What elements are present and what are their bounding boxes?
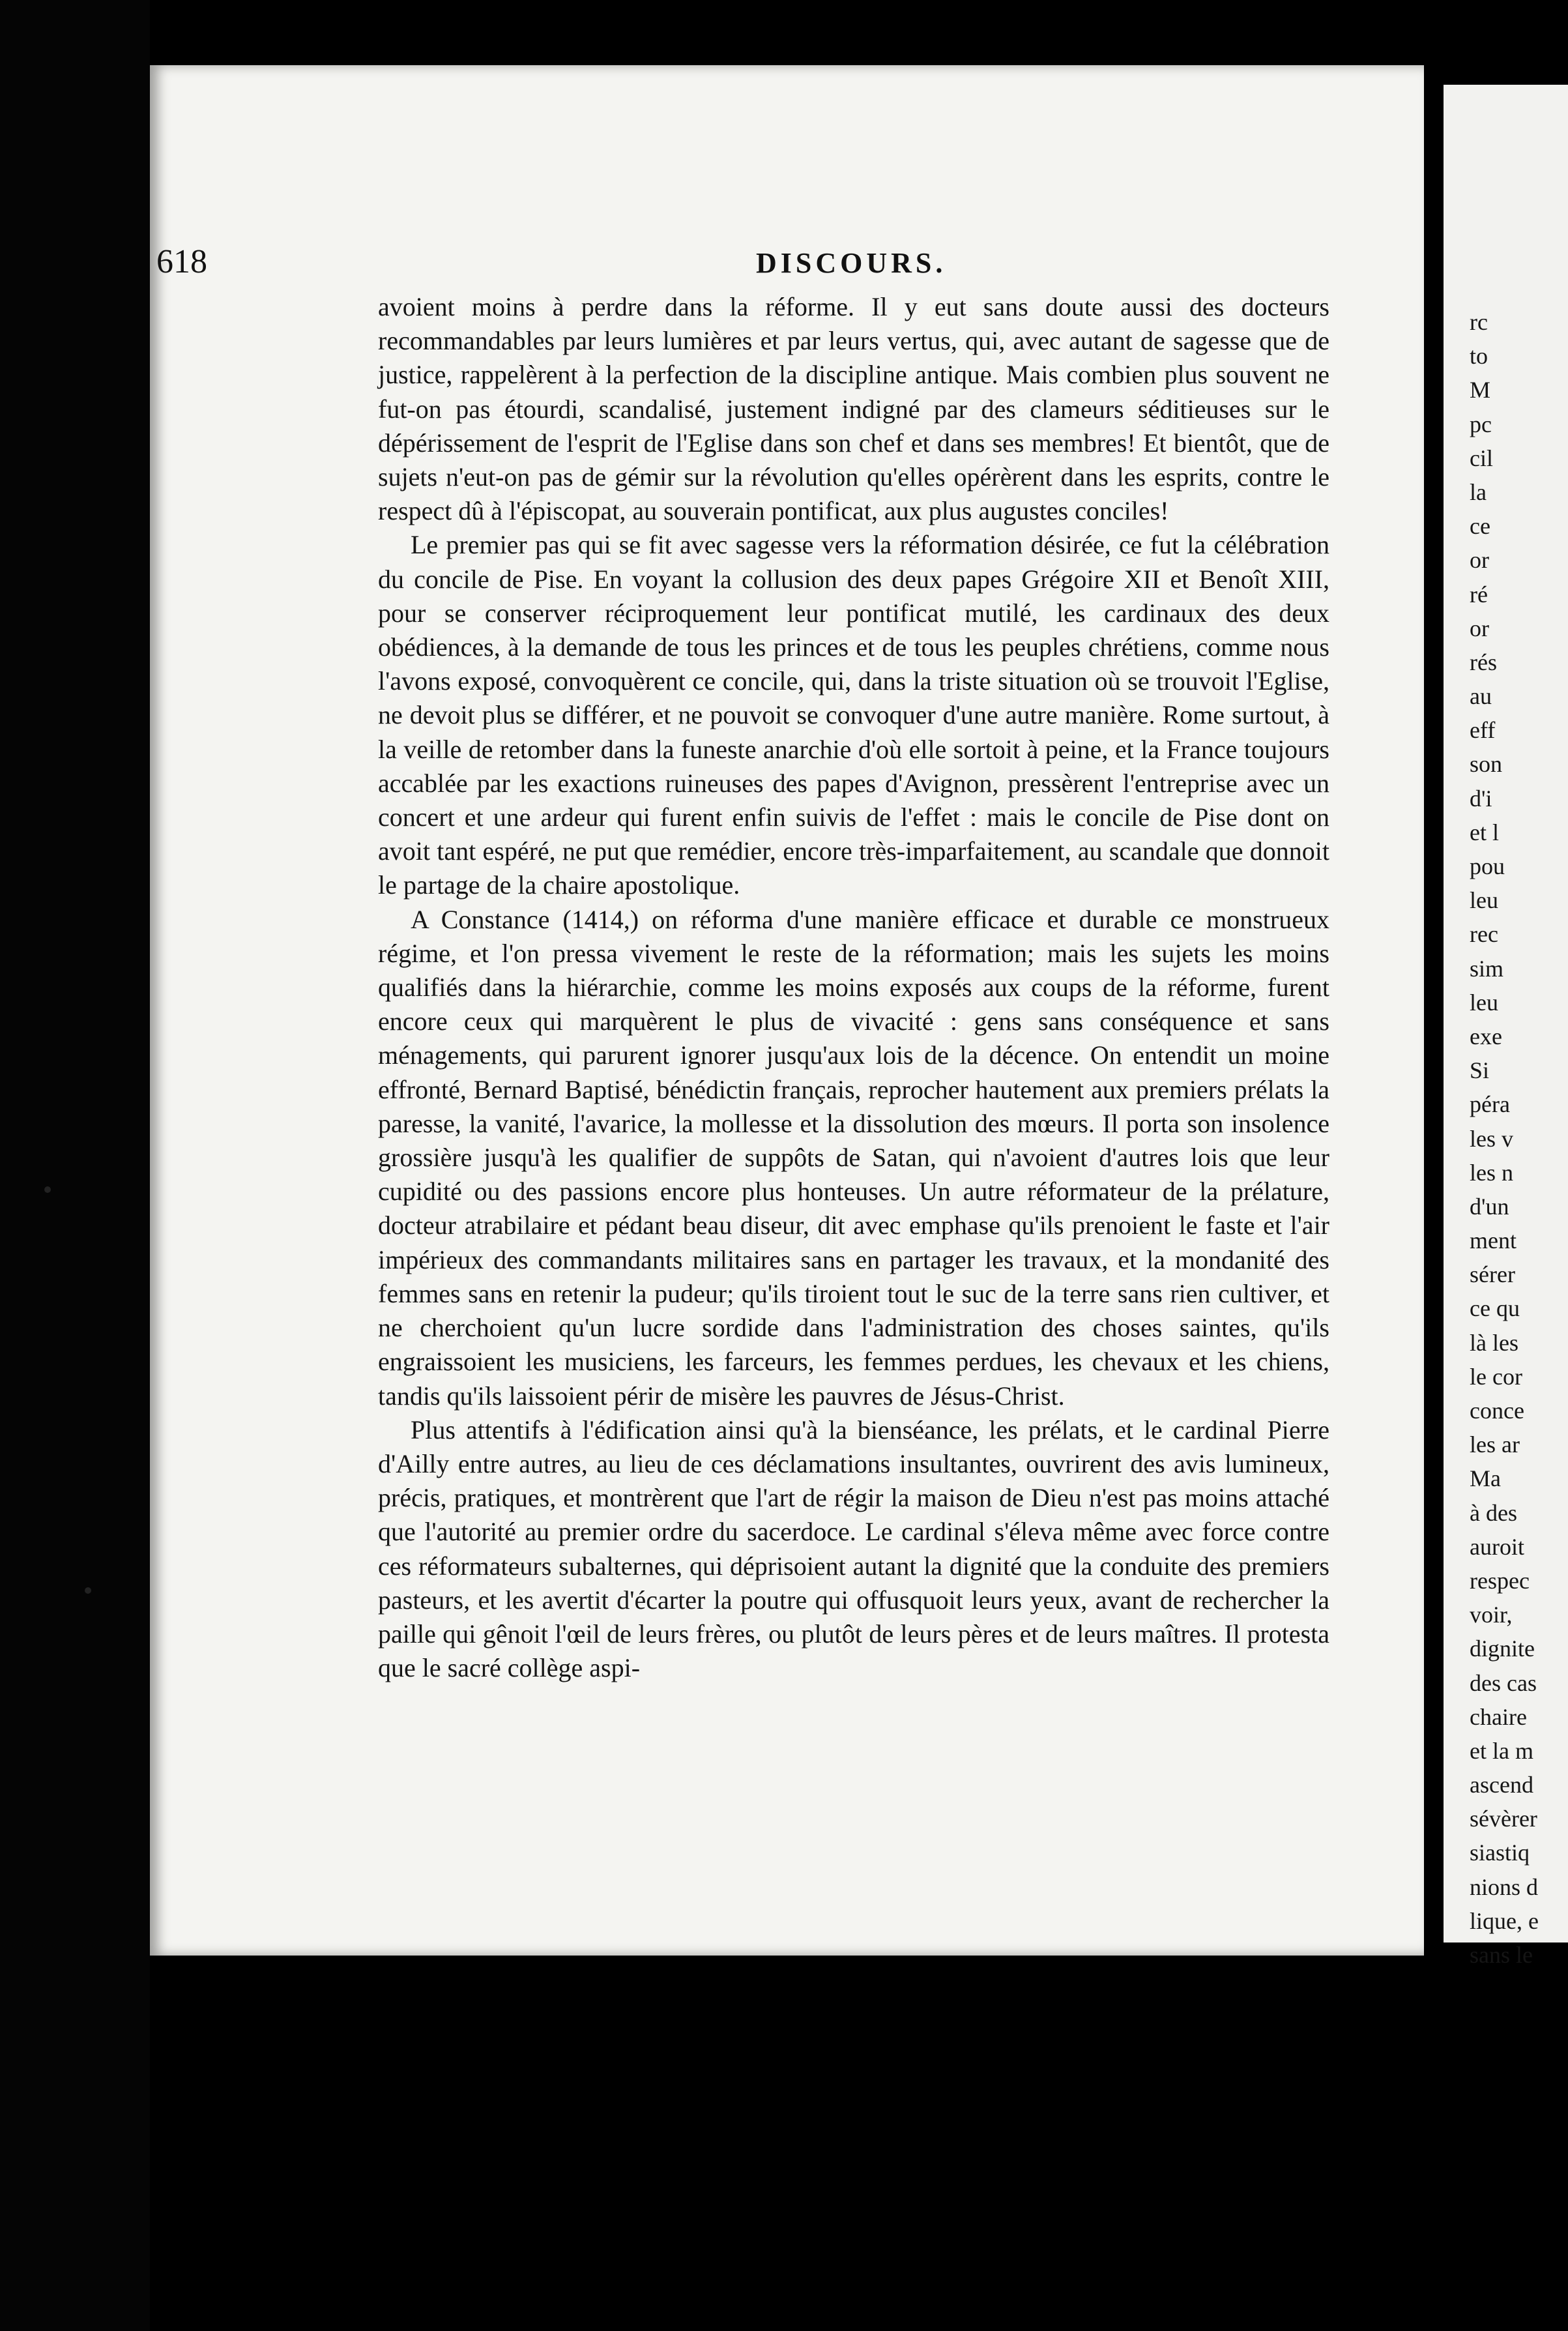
next-page-line: cil xyxy=(1470,445,1493,471)
next-page-line: à des xyxy=(1470,1499,1517,1526)
next-page-line: péra xyxy=(1470,1091,1510,1118)
running-title: DISCOURS. xyxy=(756,247,947,279)
next-page-line: les v xyxy=(1470,1125,1513,1152)
next-page-line: sévèrer xyxy=(1470,1806,1537,1832)
next-page-line: là les xyxy=(1470,1329,1518,1356)
scan-speck xyxy=(44,1186,51,1193)
next-page-line: pou xyxy=(1470,853,1505,879)
paragraph-3: A Constance (1414,) on réforma d'une manière efficace et durable ce monstrueux régime, et l'on pressa vivement le reste de la réformation; mais les sujets les moins qualifiés dans la hiérarchie, comme les moins exposés aux coups de la réforme, furent encore ceux qui marquèrent le plus de vivacité : gens sans conséquence et sans ménagements, qui parurent ignorer jusqu'aux lois de la décence. On entendit un moine effronté, Bernard Baptisé, bénédictin français, reprocher hautement aux premiers prélats la paresse, la vanité, l'avarice, la mollesse et la dissolution des mœurs. Il porta son insolence grossière jusqu'à les qualifier de suppôts de Satan, qui n'avoient d'autres lois que leur cupidité ou des passions encore plus honteuses. Un autre réformateur de la prélature, docteur atrabilaire et pédant beau diseur, dit avec emphase qu'ils prenoient le faste et l'air impérieux des commandants militaires sans en partager les travaux, et la mondanité des femmes sans en retenir la pudeur; qu'ils tiroient tout le suc de la terre sans rien cultiver, et ne cherchoient qu'un lucre sordide dans l'administration des choses saintes, qu'ils engraissoient les musiciens, les farceurs, les femmes perdues, les chevaux et les chiens, tandis qu'ils laissoient périr de misère les pauvres de Jésus-Christ. xyxy=(378,904,1329,1411)
next-page-line: les ar xyxy=(1470,1431,1520,1458)
next-page-line: leu xyxy=(1470,989,1498,1016)
next-page-line: leu xyxy=(1470,887,1498,914)
next-page-line: to xyxy=(1470,343,1488,370)
next-page-line: auroit xyxy=(1470,1533,1524,1560)
next-page-line: ré xyxy=(1470,581,1488,608)
next-page-line: exe xyxy=(1470,1023,1502,1049)
next-page-line: eff xyxy=(1470,717,1496,744)
next-page-line: M xyxy=(1470,377,1491,403)
paragraph-1: avoient moins à perdre dans la réforme. Il y eut sans doute aussi des docteurs recommandables par leurs lumières et par leurs vertus, qui, avec autant de sagesse que de justice, rappelèrent à la perfection de la discipline antique. Mais combien plus souvent ne fut-on pas étourdi, scandalisé, justement indigné par des clameurs séditieuses sur le dépérissement de l'esprit de l'Eglise dans son chef et dans ses membres! Et bientôt, que de sujets n'eut-on pas de gémir sur la révolution qu'elles opérèrent dans les esprits, contre le respect dû à l'épiscopat, au souverain pontificat, aux plus augustes conciles! xyxy=(378,292,1329,526)
next-page-line: ment xyxy=(1470,1227,1517,1254)
next-page-line: les n xyxy=(1470,1159,1513,1186)
next-page-line: sérer xyxy=(1470,1261,1515,1288)
next-page-text xyxy=(1470,305,1568,1972)
next-page-line: rc xyxy=(1470,309,1488,335)
scan-border-left xyxy=(0,0,150,2331)
next-page-line: ce qu xyxy=(1470,1295,1520,1322)
next-page-line: nions d xyxy=(1470,1873,1539,1900)
next-page-line: respec xyxy=(1470,1567,1530,1594)
next-page-line: des cas xyxy=(1470,1669,1537,1696)
next-page-line: rec xyxy=(1470,921,1498,948)
paragraph-4: Plus attentifs à l'édification ainsi qu'à la bienséance, les prélats, et le cardinal Pierre d'Ailly entre autres, au lieu de ces déclamations insultantes, ouvrirent des avis lumineux, précis, pratiques, et montrèrent que l'art de régir la maison de Dieu n'est pas moins attaché que l'autorité au premier ordre du sacerdoce. Le cardinal s'éleva même avec force contre ces réformateurs subalternes, qui déprisoient autant la dignité que la conduite des premiers pasteurs, et les avertit d'écarter la poutre qui offusquoit leurs yeux, avant de rechercher la paille qui gênoit l'œil de leurs frères, ou plutôt de leurs pères et de leurs maîtres. Il protesta que le sacré collège aspi- xyxy=(378,1415,1329,1683)
next-page-line: le cor xyxy=(1470,1363,1522,1390)
page-gutter xyxy=(1424,0,1444,2331)
next-page-line: chaire xyxy=(1470,1703,1527,1730)
next-page-line: lique, e xyxy=(1470,1907,1539,1934)
next-page-line: au xyxy=(1470,683,1492,710)
next-page-line: Si xyxy=(1470,1057,1490,1084)
next-page-line: Ma xyxy=(1470,1465,1501,1492)
page-number: 618 xyxy=(156,243,207,280)
next-page-line: ce xyxy=(1470,513,1490,540)
next-page-line: rés xyxy=(1470,649,1497,675)
next-page-line: conce xyxy=(1470,1398,1524,1424)
next-page-line: voir, xyxy=(1470,1602,1513,1628)
scan-speck xyxy=(85,1587,91,1594)
next-page-line: pc xyxy=(1470,411,1492,437)
next-page-line: or xyxy=(1470,615,1489,641)
body-text xyxy=(378,290,1329,1685)
next-page-line: son xyxy=(1470,751,1503,778)
next-page-line: sans le xyxy=(1470,1942,1533,1968)
next-page-line: sim xyxy=(1470,955,1504,982)
next-page-line: et l xyxy=(1470,819,1499,845)
paragraph-2: Le premier pas qui se fit avec sagesse vers la réformation désirée, ce fut la célébration du concile de Pise. En voyant la collusion des deux papes Grégoire XII et Benoît XIII, pour se conserver réciproquement leur pontificat mutilé, les cardinaux des deux obédiences, à la demande de tous les princes et de tous les peuples chrétiens, comme nous l'avons exposé, convoquèrent ce concile, qui, dans la triste situation où se trouvoit l'Eglise, ne devoit plus se différer, et ne pouvoit se convoquer d'une autre manière. Rome surtout, à la veille de retomber dans la funeste anarchie d'où elle sortoit à peine, et la France toujours accablée par les exactions ruineuses des papes d'Avignon, pressèrent l'entreprise avec un concert et une ardeur qui furent enfin suivis de l'effet : mais le concile de Pise dont on avoit tant espéré, ne put que remédier, encore très-imparfaitement, au scandale que donnoit le partage de la chaire apostolique. xyxy=(378,530,1329,900)
next-page-line: d'un xyxy=(1470,1193,1509,1220)
next-page-line: la xyxy=(1470,478,1487,505)
next-page-line: dignite xyxy=(1470,1635,1535,1662)
next-page-line: ascend xyxy=(1470,1772,1533,1798)
next-page-line: or xyxy=(1470,547,1489,574)
next-page-line: et la m xyxy=(1470,1737,1533,1764)
next-page-line: d'i xyxy=(1470,785,1492,812)
next-page-line: siastiq xyxy=(1470,1840,1530,1866)
